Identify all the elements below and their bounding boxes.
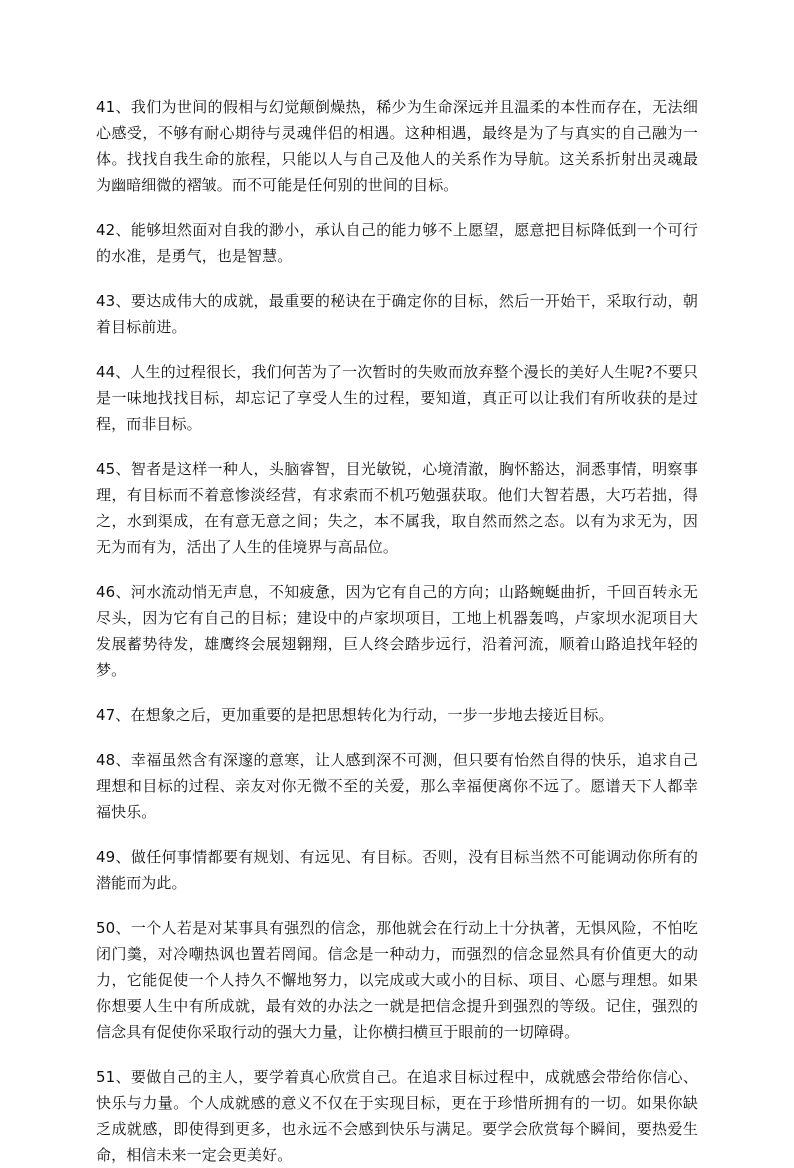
paragraph-43: 43、要达成伟大的成就，最重要的秘诀在于确定你的目标，然后一开始干，采取行动，朝着目标前进。	[96, 292, 698, 336]
paragraph-51: 51、要做自己的主人，要学着真心欣赏自己。在追求目标过程中，成就感会带给你信心、快乐与力量。个人成就感的意义不仅在于实现目标，更在于珍惜所拥有的一切。如果你缺乏成就感，即使得到更多，也永远不会感到快乐与满足。要学会欣赏每个瞬间，要热爱生命，相信未来一定会更美好。	[96, 1068, 698, 1164]
paragraph-44: 44、人生的过程很长，我们何苦为了一次暂时的失败而放弃整个漫长的美好人生呢?不要只是一味地找找目标，却忘记了享受人生的过程，要知道，真正可以让我们有所收获的是过程，而非目标。	[96, 363, 698, 433]
paragraph-46: 46、河水流动悄无声息，不知疲惫，因为它有自己的方向；山路蜿蜒曲折，千回百转永无尽头，因为它有自己的目标；建设中的卢家坝项目，工地上机器轰鸣，卢家坝水泥项目大发展蓄势待发，雄鹰终会展翅翱翔，巨人终会踏步远行，沿着河流，顺着山路追找年轻的梦。	[96, 583, 698, 679]
paragraph-48: 48、幸福虽然含有深邃的意寒，让人感到深不可测，但只要有怡然自得的快乐，追求自己理想和目标的过程、亲友对你无微不至的关爱，那么幸福便离你不远了。愿谱天下人都幸福快乐。	[96, 751, 698, 821]
paragraph-41: 41、我们为世间的假相与幻觉颠倒燥热，稀少为生命深远并且温柔的本性而存在，无法细心感受，不够有耐心期待与灵魂伴侣的相遇。这种相遇，最终是为了与真实的自己融为一体。找找自我生命的旅程，只能以人与自己及他人的关系作为导航。这关系折射出灵魂最为幽暗细微的褶皱。而不可能是任何别的世间的目标。	[96, 98, 698, 194]
paragraph-42: 42、能够坦然面对自我的渺小，承认自己的能力够不上愿望，愿意把目标降低到一个可行的水准，是勇气，也是智慧。	[96, 221, 698, 265]
paragraph-47: 47、在想象之后，更加重要的是把思想转化为行动，一步一步地去接近目标。	[96, 706, 614, 724]
paragraph-49: 49、做任何事情都要有规划、有远见、有目标。否则，没有目标当然不可能调动你所有的潜能而为此。	[96, 848, 698, 892]
paragraph-50: 50、一个人若是对某事具有强烈的信念，那他就会在行动上十分执著，无惧风险，不怕吃闭门羹，对冷嘲热讽也置若罔闻。信念是一种动力，而强烈的信念显然具有价值更大的动力，它能促使一个人持久不懈地努力，以完成或大或小的目标、项目、心愿与理想。如果你想要人生中有所成就，最有效的办法之一就是把信念提升到强烈的等级。记住，强烈的信念具有促使你采取行动的强大力量，让你横扫横亘于眼前的一切障碍。	[96, 919, 698, 1041]
paragraph-45: 45、智者是这样一种人，头脑睿智，目光敏锐，心境清澈，胸怀豁达，洞悉事情，明察事理，有目标而不着意惨淡经营，有求索而不机巧勉强获取。他们大智若愚，大巧若拙，得之，水到渠成，在有意无意之间；失之，本不属我，取自然而然之态。以有为求无为，因无为而有为，活出了人生的佳境界与高品位。	[96, 460, 698, 556]
